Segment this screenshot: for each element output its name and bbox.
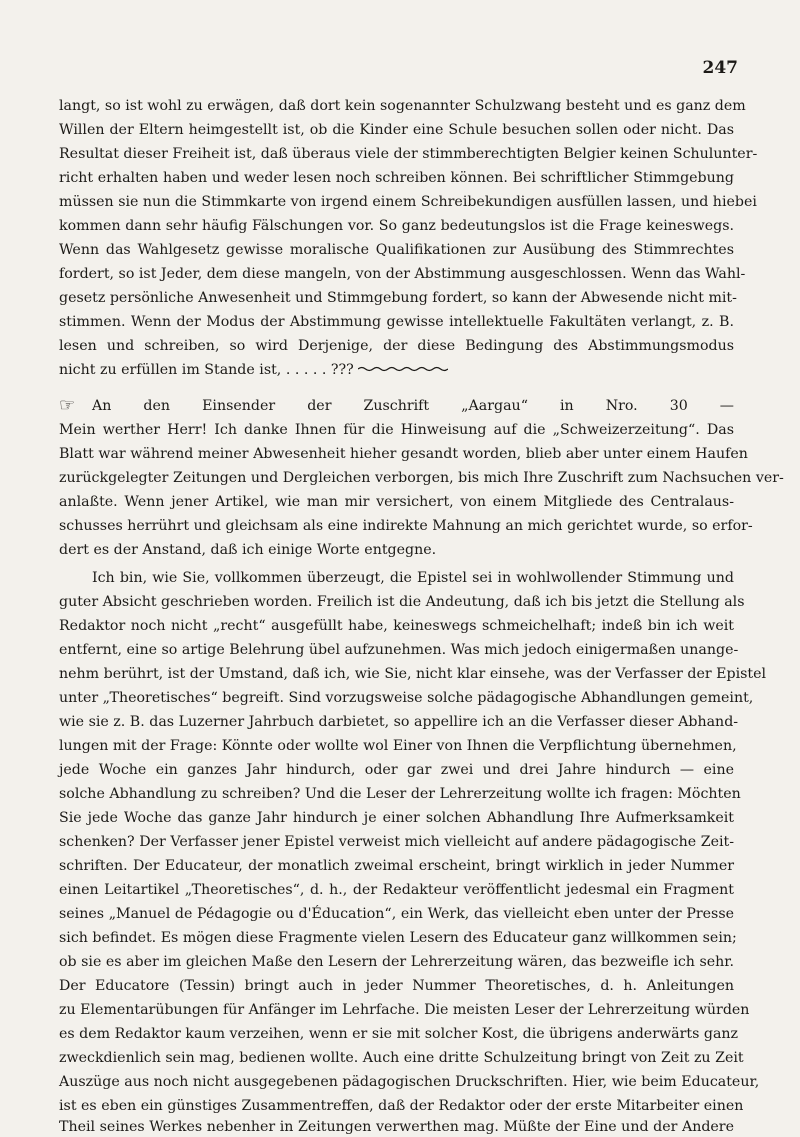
text-line: Sie jede Woche das ganze Jahr hindurch je einer solchen Abhandlung Ihre Aufmerksamkeit bbox=[59, 810, 734, 826]
heading-line-text: An den Einsender der Zuschrift „Aargau“ in Nro. 30 — bbox=[92, 398, 734, 414]
wavy-separator bbox=[358, 366, 448, 372]
text-line: Auszüge aus noch nicht ausgegebenen pädagogischen Druckschriften. Hier, wie beim Educateur, bbox=[59, 1074, 760, 1090]
text-line: stimmen. Wenn der Modus der Abstimmung gewisse intellektuelle Fakultäten verlangt, z. B. bbox=[59, 314, 734, 330]
text-line: anlaßte. Wenn jener Artikel, wie man mir versichert, von einem Mitgliede des Centralaus- bbox=[59, 494, 734, 510]
text-line: langt, so ist wohl zu erwägen, daß dort kein sogenannter Schulzwang besteht und es ganz dem bbox=[59, 98, 746, 114]
text-line: Redaktor noch nicht „recht“ ausgefüllt habe, keineswegs schmeichelhaft; indeß bin ich weit bbox=[59, 618, 734, 634]
text-line: seines „Manuel de Pédagogie ou d'Éducation“, ein Werk, das vielleicht eben unter der Presse bbox=[59, 906, 734, 922]
text-line: lesen und schreiben, so wird Derjenige, der diese Bedingung des Abstimmungsmodus bbox=[59, 338, 734, 354]
text-line: Blatt war während meiner Abwesenheit hieher gesandt worden, blieb aber unter einem Haufen bbox=[59, 446, 748, 462]
text-line: es dem Redaktor kaum verzeihen, wenn er sie mit solcher Kost, die übrigens anderwärts ganz bbox=[59, 1026, 739, 1042]
text-line: müssen sie nun die Stimmkarte von irgend einem Schreibekundigen ausfüllen lassen, und hiebei bbox=[59, 194, 757, 210]
text-line: gesetz persönliche Anwesenheit und Stimmgebung fordert, so kann der Abwesende nicht mit- bbox=[59, 290, 737, 306]
text-line: sich befindet. Es mögen diese Fragmente vielen Lesern des Educateur ganz willkommen sein; bbox=[59, 930, 737, 946]
text-line: Theil seines Werkes nebenher in Zeitungen verwerthen mag. Müßte der Eine und der Andere bbox=[59, 1119, 734, 1135]
text-line: schusses herrührt und gleichsam als eine indirekte Mahnung an mich gerichtet wurde, so erfor- bbox=[59, 518, 753, 534]
text-line: unter „Theoretisches“ begreift. Sind vorzugsweise solche pädagogische Abhandlungen gemeint, bbox=[59, 690, 754, 706]
text-line: fordert, so ist Jeder, dem diese mangeln, von der Abstimmung ausgeschlossen. Wenn das Wahl- bbox=[59, 266, 746, 282]
text-line: nehm berührt, ist der Umstand, daß ich, wie Sie, nicht klar einsehe, was der Verfasser der Epistel bbox=[59, 666, 767, 682]
text-line: Willen der Eltern heimgestellt ist, ob die Kinder eine Schule besuchen sollen oder nicht. Das bbox=[59, 122, 734, 138]
text-line: entfernt, eine so artige Belehrung übel aufzunehmen. Was mich jedoch einigermaßen unange- bbox=[59, 642, 739, 658]
text-line: dert es der Anstand, daß ich einige Worte entgegne. bbox=[59, 542, 437, 558]
text-line: zweckdienlich sein mag, bedienen wollte. Auch eine dritte Schulzeitung bringt von Zeit zu Zeit bbox=[59, 1050, 744, 1066]
text-line: einen Leitartikel „Theoretisches“, d. h., der Redakteur veröffentlicht jedesmal ein Fragment bbox=[59, 882, 734, 898]
text-line: guter Absicht geschrieben worden. Freilich ist die Andeutung, daß ich bis jetzt die Stellung als bbox=[59, 594, 745, 610]
text-line: wie sie z. B. das Luzerner Jahrbuch darbietet, so appellire ich an die Verfasser dieser Abhand- bbox=[59, 714, 739, 730]
text-line: schenken? Der Verfasser jener Epistel verweist mich vielleicht auf andere pädagogische Zeit- bbox=[59, 834, 734, 850]
page-number: 247 bbox=[702, 58, 738, 78]
text-line: Der Educatore (Tessin) bringt auch in jeder Nummer Theoretisches, d. h. Anleitungen bbox=[59, 978, 734, 994]
text-line: Wenn das Wahlgesetz gewisse moralische Qualifikationen zur Ausübung des Stimmrechtes bbox=[59, 242, 734, 258]
text-line: ist es eben ein günstiges Zusammentreffen, daß der Redaktor oder der erste Mitarbeiter einen bbox=[59, 1098, 744, 1114]
text-line: kommen dann sehr häufig Fälschungen vor. So ganz bedeutungslos ist die Frage keineswegs. bbox=[59, 218, 734, 234]
text-line: jede Woche ein ganzes Jahr hindurch, oder gar zwei und drei Jahre hindurch — eine bbox=[59, 762, 734, 778]
text-line: Resultat dieser Freiheit ist, daß überaus viele der stimmberechtigten Belgier keinen Schulunter- bbox=[59, 146, 758, 162]
text-line: richt erhalten haben und weder lesen noch schreiben können. Bei schriftlicher Stimmgebung bbox=[59, 170, 734, 186]
pointing-hand-icon: ☞ bbox=[59, 395, 76, 416]
text-line: schriften. Der Educateur, der monatlich zweimal erscheint, bringt wirklich in jeder Nummer bbox=[59, 858, 734, 874]
text-line: zu Elementarübungen für Anfänger im Lehrfache. Die meisten Leser der Lehrerzeitung würden bbox=[59, 1002, 750, 1018]
text-line: Mein werther Herr! Ich danke Ihnen für die Hinweisung auf die „Schweizerzeitung“. Das bbox=[59, 422, 734, 438]
text-line: nicht zu erfüllen im Stande ist, . . . . . ??? bbox=[59, 362, 354, 378]
text-line: solche Abhandlung zu schreiben? Und die Leser der Lehrerzeitung wollte ich fragen: Möchten bbox=[59, 786, 741, 802]
text-line: zurückgelegter Zeitungen und Dergleichen verborgen, bis mich Ihre Zuschrift zum Nachsuchen ver- bbox=[59, 470, 784, 486]
text-line: lungen mit der Frage: Könnte oder wollte wol Einer von Ihnen die Verpflichtung übernehmen, bbox=[59, 738, 737, 754]
text-line: Ich bin, wie Sie, vollkommen überzeugt, die Epistel sei in wohlwollender Stimmung und bbox=[92, 570, 734, 586]
text-line: ob sie es aber im gleichen Maße den Lesern der Lehrerzeitung wären, das bezweifle ich sehr. bbox=[59, 954, 734, 970]
text-line bbox=[59, 395, 734, 416]
